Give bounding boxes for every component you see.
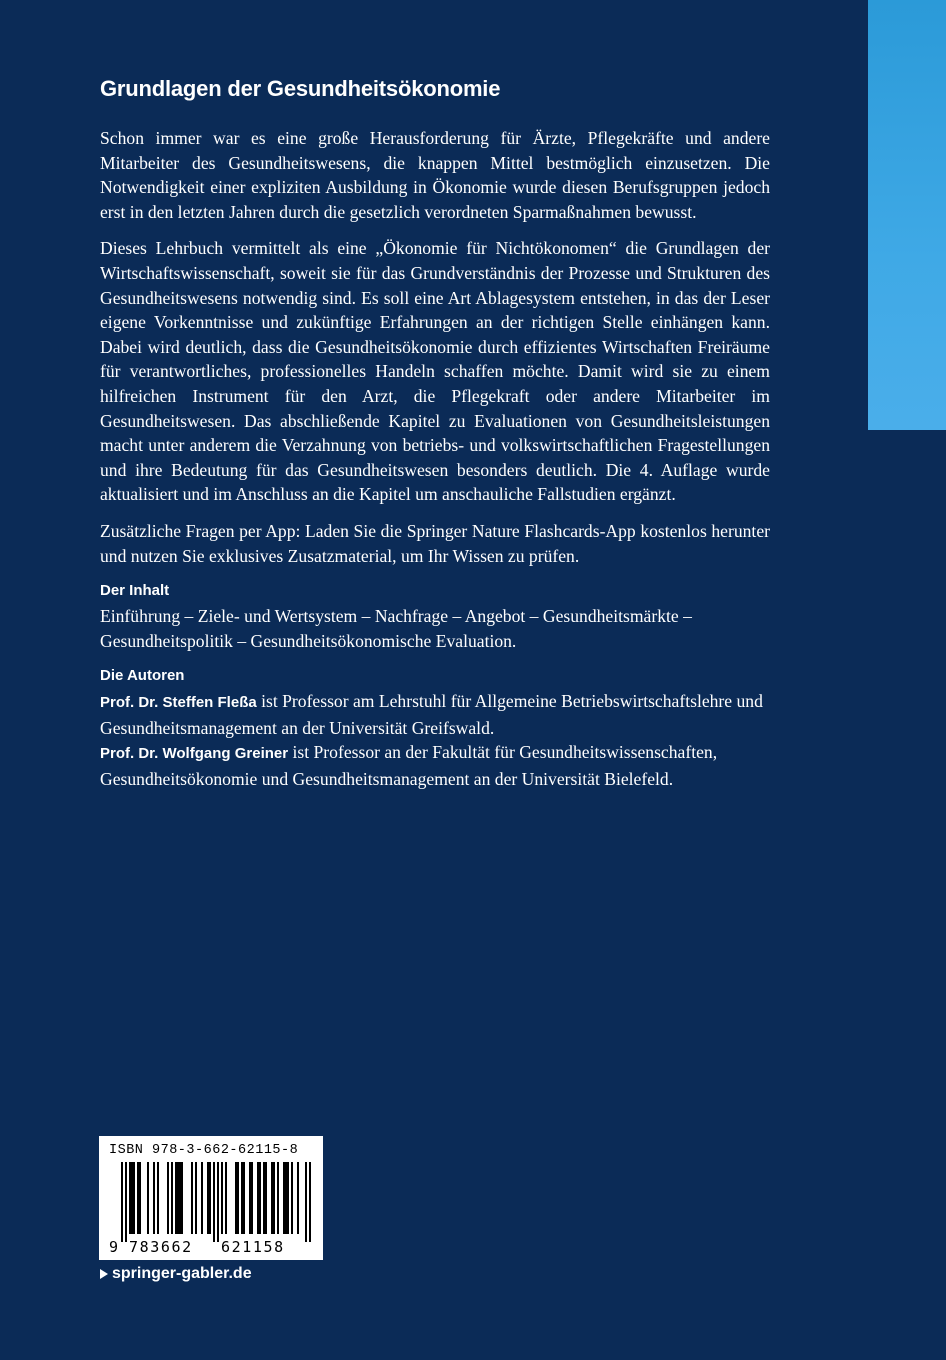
barcode-bar bbox=[287, 1162, 289, 1234]
accent-bar bbox=[868, 0, 946, 430]
ean-first-digit: 9 bbox=[109, 1238, 119, 1256]
barcode-bar bbox=[291, 1162, 293, 1234]
barcode-bar bbox=[305, 1162, 307, 1242]
barcode-bar bbox=[225, 1162, 227, 1234]
barcode-bar bbox=[257, 1162, 259, 1234]
barcode-bar bbox=[283, 1162, 285, 1234]
barcode-bar bbox=[129, 1162, 131, 1234]
description-paragraph: Dieses Lehrbuch vermittelt als eine „Ökonomie für Nichtökonomen“ die Grundlagen der Wirtschaftswissenschaft, soweit sie für das Grundverständnis der Prozesse und Strukturen des Gesundheitswesens notwendig sind. Es soll eine Art Ablagesystem entstehen, in das der Leser eigene Vorkenntnisse und zukünftige Erfahrungen an der richtigen Stelle einhängen kann. Dabei wird deutlich, dass die Gesundheitsökonomie durch effizientes Wirtschaften Freiräume für verantwortliches, professionelles Handeln schaffen möchte. Damit wird sie zu einem hilfreichen Instrument für den Arzt, die Pflegekraft oder andere Mitarbeiter im Gesundheitswesen. Das abschließende Kapitel zu Evaluationen von Gesundheitsleistungen macht unter anderem die Verzahnung von betriebs- und volkswirtschaftlichen Fragestellungen und ihre Bedeutung für das Gesundheitswesen besonders deutlich. Die 4. Auflage wurde aktualisiert und im Anschluss an die Kapitel um anschauliche Fallstudien ergänzt. bbox=[100, 238, 770, 505]
website-label: springer-gabler.de bbox=[112, 1265, 252, 1282]
barcode-bar bbox=[241, 1162, 243, 1234]
barcode-bar bbox=[265, 1162, 267, 1234]
barcode-bar bbox=[249, 1162, 251, 1234]
barcode-bar bbox=[277, 1162, 279, 1234]
author-entry bbox=[100, 740, 770, 791]
barcode-bar bbox=[191, 1162, 193, 1234]
barcode-bar bbox=[179, 1162, 181, 1234]
barcode-bar bbox=[201, 1162, 203, 1234]
barcode-bar bbox=[175, 1162, 177, 1234]
barcode-bar bbox=[235, 1162, 237, 1234]
ean-right-digits: 621158 bbox=[221, 1238, 285, 1256]
publisher-website[interactable] bbox=[100, 1265, 252, 1283]
inhalt-text: Einführung – Ziele- und Wertsystem – Nachfrage – Angebot – Gesundheitsmärkte – Gesundheitspolitik – Gesundheitsökonomische Evaluation. bbox=[100, 606, 692, 651]
barcode-bar bbox=[243, 1162, 245, 1234]
author-bio: ist Professor am Lehrstuhl für Allgemeine Betriebswirtschaftslehre und Gesundheitsmanagement an der Universität Greifswald. bbox=[100, 691, 763, 738]
barcode-bar bbox=[133, 1162, 135, 1234]
barcode-bar bbox=[137, 1162, 139, 1234]
inhalt-heading: Der Inhalt bbox=[100, 582, 170, 600]
barcode-bar bbox=[153, 1162, 155, 1234]
barcode-bar bbox=[157, 1162, 159, 1234]
barcode-bar bbox=[251, 1162, 253, 1234]
barcode-bar bbox=[221, 1162, 223, 1234]
barcode-bar bbox=[217, 1162, 219, 1242]
barcode-bar bbox=[177, 1162, 179, 1234]
back-cover-text bbox=[100, 74, 770, 792]
intro-paragraph: Schon immer war es eine große Herausforderung für Ärzte, Pflegekräfte und andere Mitarbeiter des Gesundheitswesens, die knappen Mittel bestmöglich einzusetzen. Die Notwendigkeit einer expliziten Ausbildung in Ökonomie wurde diesen Berufsgruppen jedoch erst in den letzten Jahren durch die gesetzlich verordneten Sparmaßnahmen bewusst. bbox=[100, 128, 770, 222]
barcode-bar bbox=[213, 1162, 215, 1242]
author-bio: ist Professor an der Fakultät für Gesundheitswissenschaften, Gesundheitsökonomie und Gesundheitsmanagement an der Universität Bielefeld. bbox=[100, 742, 718, 790]
ean-left-digits: 783662 bbox=[129, 1238, 193, 1256]
barcode-bar bbox=[209, 1162, 211, 1234]
isbn-label: ISBN 978-3-662-62115-8 bbox=[109, 1143, 299, 1158]
arrow-right-icon bbox=[100, 1269, 108, 1279]
barcode-bar bbox=[139, 1162, 141, 1234]
barcode-bar bbox=[259, 1162, 261, 1234]
barcode-bar bbox=[273, 1162, 275, 1234]
barcode-bar bbox=[207, 1162, 209, 1234]
barcode-bar bbox=[297, 1162, 299, 1234]
barcode-bar bbox=[263, 1162, 265, 1234]
barcode-bar bbox=[125, 1162, 127, 1242]
barcode-bar bbox=[147, 1162, 149, 1234]
barcode-bar bbox=[167, 1162, 169, 1234]
author-name: Prof. Dr. Wolfgang Greiner bbox=[100, 745, 289, 763]
autoren-heading: Die Autoren bbox=[100, 667, 185, 685]
isbn-barcode bbox=[99, 1136, 323, 1260]
author-name: Prof. Dr. Steffen Fleßa bbox=[100, 694, 257, 712]
barcode-bar bbox=[131, 1162, 133, 1234]
barcode-bar bbox=[171, 1162, 173, 1234]
book-title: Grundlagen der Gesundheitsökonomie bbox=[100, 76, 501, 101]
barcode-bar bbox=[285, 1162, 287, 1234]
barcode-bar bbox=[309, 1162, 311, 1242]
barcode-bar bbox=[271, 1162, 273, 1234]
barcode-bar bbox=[237, 1162, 239, 1234]
barcode-bar bbox=[181, 1162, 183, 1234]
author-entry bbox=[100, 689, 770, 740]
barcode-bar bbox=[121, 1162, 123, 1242]
barcode-bar bbox=[195, 1162, 197, 1234]
app-paragraph: Zusätzliche Fragen per App: Laden Sie die Springer Nature Flashcards-App kostenlos herunter und nutzen Sie exklusives Zusatzmaterial, um Ihr Wissen zu prüfen. bbox=[100, 520, 770, 566]
